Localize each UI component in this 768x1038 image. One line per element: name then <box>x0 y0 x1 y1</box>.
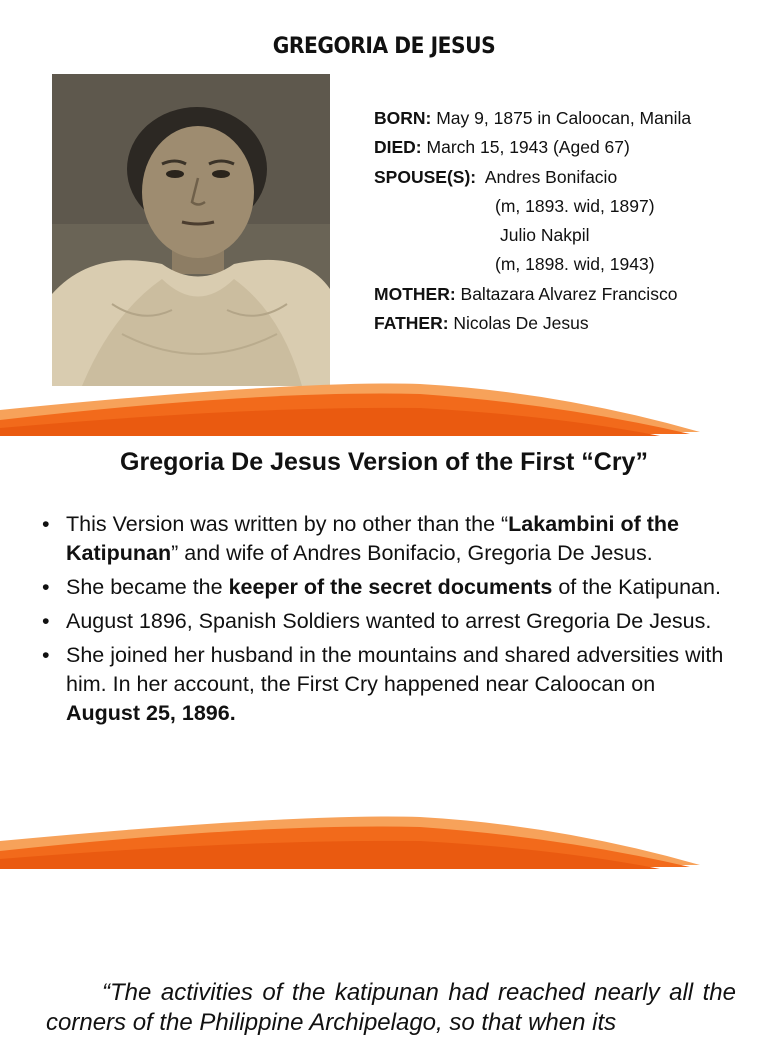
bullet-marker: • <box>42 609 50 633</box>
bullet-marker: • <box>42 643 50 667</box>
section-title: Gregoria De Jesus Version of the First “Cry” <box>120 448 648 476</box>
bullet-text: This Version was written by no other than the “ <box>66 512 509 536</box>
portrait-photo <box>52 74 330 386</box>
spouse2-detail: (m, 1898. wid, 1943) <box>495 254 655 275</box>
died-label: DIED: <box>374 137 422 158</box>
orange-swoosh-divider <box>0 805 768 871</box>
spouse-row <box>374 163 754 192</box>
bio-details <box>374 104 754 338</box>
father-label: FATHER: <box>374 313 449 334</box>
died-row <box>374 133 754 162</box>
bullet-emphasis: Lakambini of the Katipunan <box>66 512 679 565</box>
bullet-list <box>40 510 730 733</box>
list-item <box>40 641 730 728</box>
list-item <box>40 573 730 602</box>
mother-label: MOTHER: <box>374 283 456 304</box>
mother-value: Baltazara Alvarez Francisco <box>460 283 678 304</box>
bullet-text: August 1896, Spanish Soldiers wanted to arrest Gregoria De Jesus. <box>66 609 712 633</box>
born-value: May 9, 1875 in Caloocan, Manila <box>436 108 692 128</box>
mother-row <box>374 280 754 309</box>
quote-text: “The activities of the katipunan had reached nearly all the corners of the Philippine Archipelago, so that when its <box>46 979 736 1036</box>
spouse1-detail: (m, 1893. wid, 1897) <box>495 195 655 216</box>
bullet-text: of the Katipunan. <box>552 575 721 599</box>
bullet-marker: • <box>42 512 50 536</box>
born-label: BORN: <box>374 108 432 128</box>
bullet-emphasis: keeper of the secret documents <box>228 575 553 599</box>
bullet-text: She became the <box>66 575 229 599</box>
died-value: March 15, 1943 (Aged 67) <box>426 137 630 158</box>
spouse-label: SPOUSE(S): <box>374 166 477 187</box>
bullet-text: She joined her husband in the mountains and shared adversities with him. In her account, the First Cry happened near Caloocan on <box>66 643 724 696</box>
orange-swoosh-divider <box>0 370 768 436</box>
list-item <box>40 607 730 636</box>
bullet-marker: • <box>42 575 50 599</box>
bullet-text: ” and wife of Andres Bonifacio, Gregoria De Jesus. <box>171 541 653 565</box>
father-row <box>374 309 754 338</box>
spouse2-name: Julio Nakpil <box>500 225 590 246</box>
page-title: GREGORIA DE JESUS <box>272 34 496 59</box>
bullet-emphasis: August 25, 1896. <box>66 701 236 725</box>
father-value: Nicolas De Jesus <box>453 313 589 334</box>
list-item <box>40 510 730 568</box>
spouse1-name: Andres Bonifacio <box>484 166 618 187</box>
born-row <box>374 104 754 133</box>
